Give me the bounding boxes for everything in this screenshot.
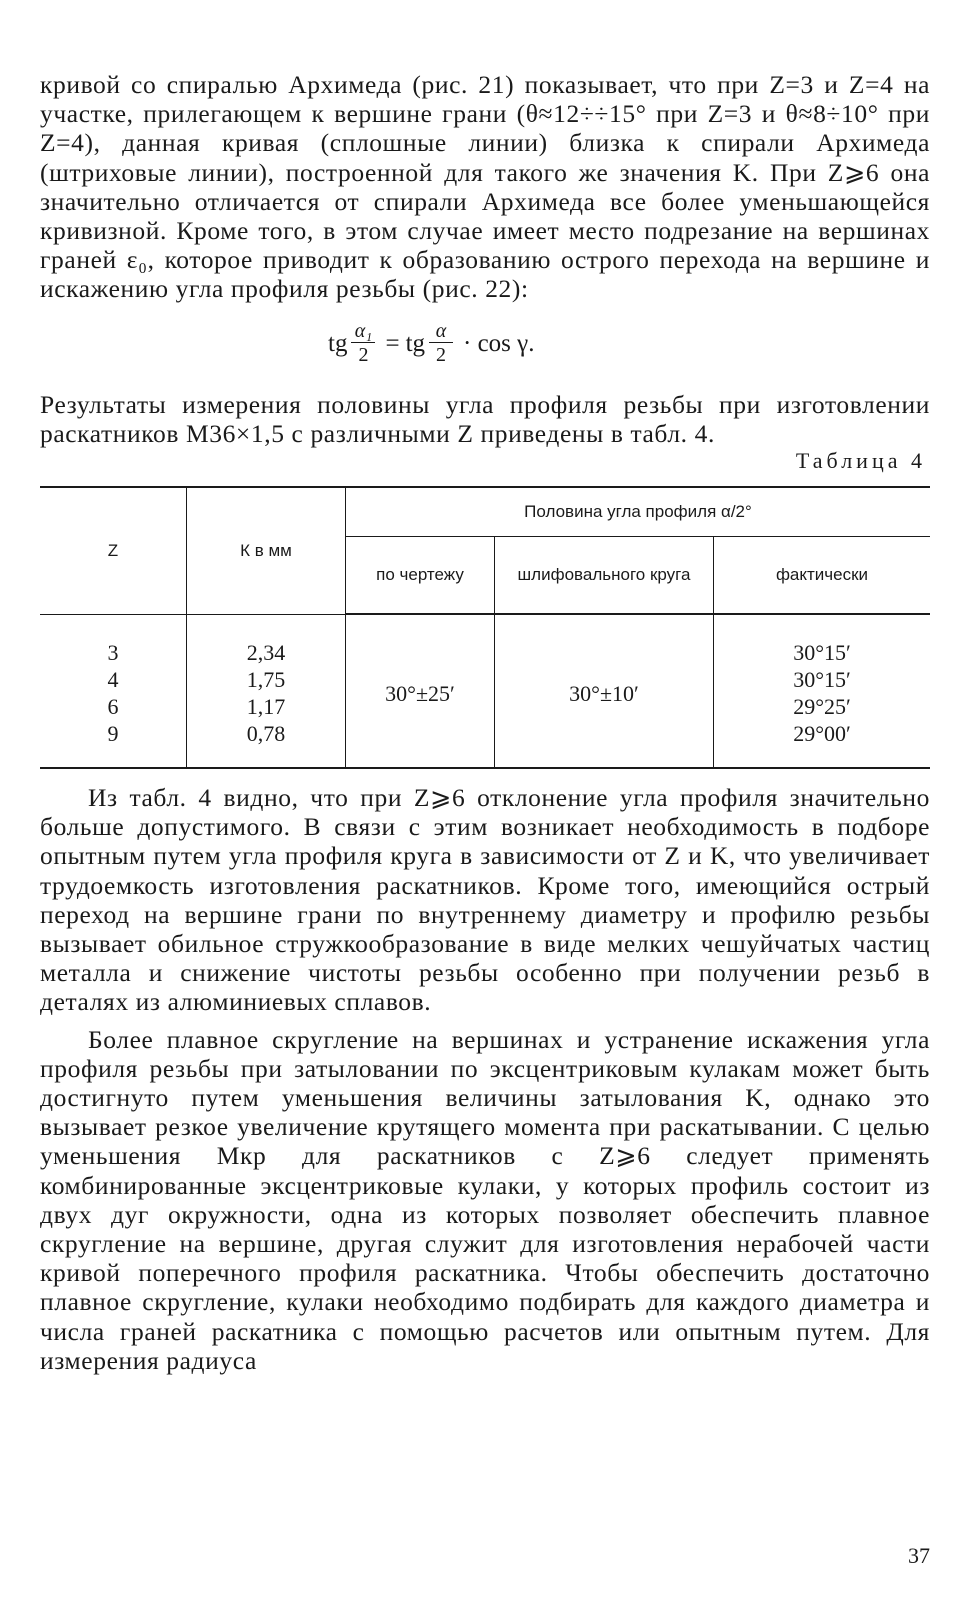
header-k: К в мм bbox=[187, 487, 346, 614]
actual-value: 30°15′ bbox=[793, 667, 851, 693]
z-value: 9 bbox=[107, 720, 119, 746]
z-value: 4 bbox=[107, 666, 119, 692]
header-z: Z bbox=[40, 487, 187, 614]
formula-tg-right: tg bbox=[405, 329, 426, 357]
table-caption: Таблица 4 bbox=[795, 448, 926, 474]
actual-value: 29°25′ bbox=[793, 694, 851, 720]
formula-frac1-den: 2 bbox=[358, 344, 369, 367]
formula-tg-left: tg bbox=[328, 329, 348, 357]
formula-frac1-num: α₁ bbox=[354, 320, 373, 343]
k-value: 0,78 bbox=[246, 720, 286, 746]
cell-drawing-value: 30°±25′ bbox=[346, 614, 495, 768]
k-value: 2,34 bbox=[246, 639, 286, 665]
header-group: Половина угла профиля α/2° bbox=[346, 487, 931, 537]
formula-frac2-den: 2 bbox=[436, 344, 447, 367]
header-actual: фактически bbox=[714, 537, 931, 615]
formula-tail: · cos γ. bbox=[463, 329, 535, 357]
z-value: 3 bbox=[107, 639, 119, 665]
cell-z-values bbox=[40, 614, 187, 768]
header-wheel: шлифовального круга bbox=[495, 537, 714, 615]
z-value: 6 bbox=[107, 693, 119, 719]
formula-equals: = bbox=[385, 329, 400, 357]
data-table bbox=[40, 486, 930, 769]
k-value: 1,75 bbox=[246, 666, 286, 692]
table-row bbox=[40, 614, 930, 768]
paragraph-3: Из табл. 4 видно, что при Z⩾6 отклонение угла профиля значительно больше допустимого. В связи с этим возникает необходимость в подборе опытным путем угла профиля круга в зависимости от Z и K, что увеличивает трудоемкость изготовления раскатников. Кроме того, имеющийся острый переход на вершине грани по внутреннему диаметру и профилю резьбы вызывает обильное стружкообразование в виде мелких чешуйчатых частиц металла и снижение чистоты резьбы особенно при получении резьб в деталях из алюминиевых сплавов. bbox=[40, 783, 930, 1017]
cell-actual-values bbox=[714, 614, 931, 768]
formula-fraction-1 bbox=[351, 320, 375, 367]
paragraph-4: Более плавное скругление на вершинах и устранение искажения угла профиля резьбы при затыловании по эксцентриковым кулакам может быть достигнуто путем уменьшения величины затылования K, однако это вызывает резкое увеличение крутящего момента при раскатывании. С целью уменьшения Mкр для раскатников с Z⩾6 следует применять комбинированные эксцентриковые кулаки, у которых профиль состоит из двух дуг окружности, одна из которых позволяет обеспечить плавное скругление на вершине, другая служит для изготовления нерабочей части кривой поперечного профиля раскатника. Чтобы обеспечить достаточно плавное скругление, кулаки необходимо подбирать для каждого диаметра и числа граней раскатника с помощью расчетов или опытным путем. Для измерения радиуса bbox=[40, 1024, 930, 1375]
cell-wheel-value: 30°±10′ bbox=[495, 614, 714, 768]
actual-value: 30°15′ bbox=[793, 640, 851, 666]
k-value: 1,17 bbox=[246, 693, 286, 719]
formula bbox=[40, 306, 930, 382]
page-content bbox=[40, 70, 930, 1375]
page-number: 37 bbox=[908, 1543, 930, 1568]
paragraph-2: Результаты измерения половины угла профиля резьбы при изготовлении раскатников М36×1,5 с различными Z приведены в табл. 4. bbox=[40, 389, 930, 448]
cell-k-values bbox=[187, 614, 346, 768]
paragraph-1: кривой со спиралью Архимеда (рис. 21) показывает, что при Z=3 и Z=4 на участке, прилегающем к вершине грани (θ≈12÷÷15° при Z=3 и θ≈8÷10° при Z=4), данная кривая (сплошные линии) близка к спирали Архимеда (штриховые линии), построенной для такого же значения K. При Z⩾6 она значительно отличается от спирали Архимеда все более уменьшающейся кривизной. Кроме того, в этом случае имеет место подрезание на вершинах граней ε₀, которое приводит к образованию острого перехода на вершине и искажению угла профиля резьбы (рис. 22): bbox=[40, 70, 930, 304]
header-drawing: по чертежу bbox=[346, 537, 495, 615]
actual-value: 29°00′ bbox=[793, 721, 851, 747]
formula-frac2-num: α bbox=[435, 320, 447, 343]
formula-fraction-2 bbox=[429, 320, 453, 367]
